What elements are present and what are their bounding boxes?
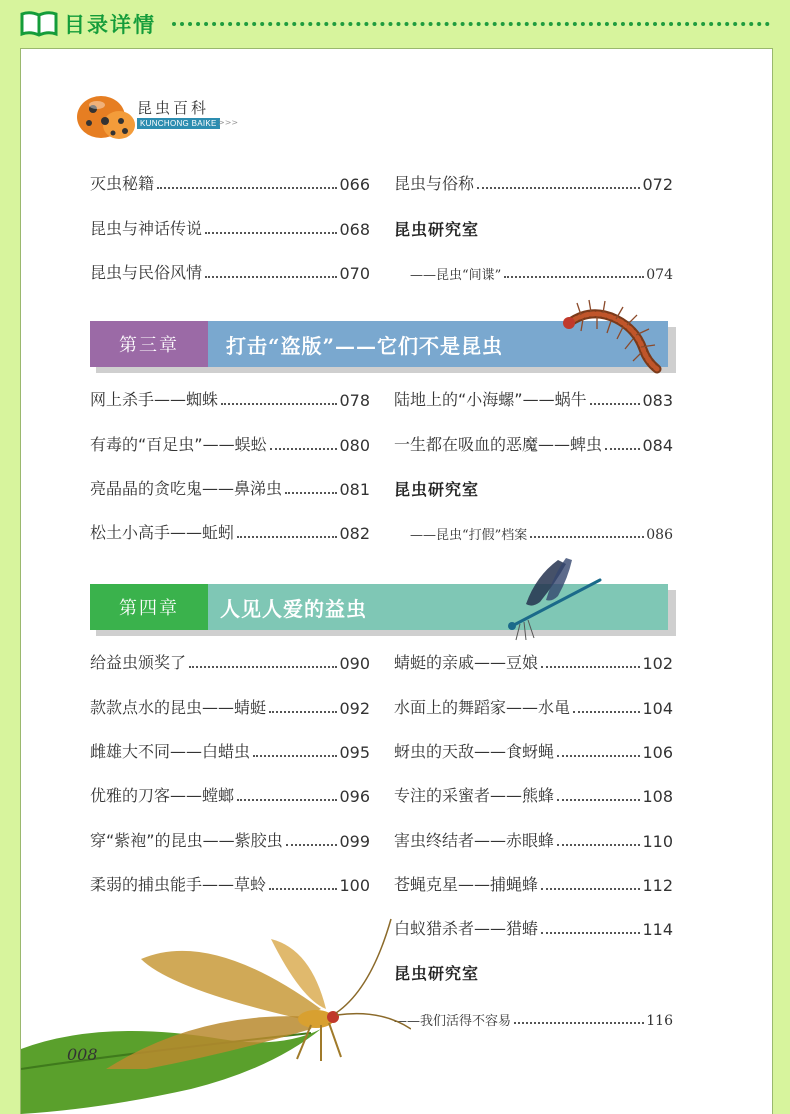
toc-entry[interactable] (394, 782, 673, 806)
toc-entry[interactable] (90, 649, 370, 673)
lab-title: 昆虫研究室 (394, 220, 480, 239)
toc-entry[interactable] (394, 170, 673, 194)
toc-entry[interactable] (394, 694, 673, 718)
toc-entry[interactable] (394, 431, 673, 455)
entry-page: 114 (642, 920, 673, 939)
dot-leader (221, 403, 337, 405)
dot-leader (504, 276, 644, 278)
entry-page: 083 (642, 391, 673, 410)
dot-leader (253, 755, 337, 757)
dot-leader (270, 448, 338, 450)
dot-leader (269, 711, 337, 713)
entry-title: 昆虫与民俗风情 (90, 263, 203, 282)
entry-title: 专注的采蜜者——熊蜂 (394, 786, 555, 805)
entry-page: 082 (339, 524, 370, 543)
toc-entry[interactable] (90, 871, 370, 895)
toc-entry[interactable] (394, 915, 673, 939)
dot-leader (514, 1022, 644, 1024)
toc-entry[interactable] (90, 386, 370, 410)
entry-page: 112 (642, 876, 673, 895)
brand-logo (75, 91, 245, 141)
entry-title: 网上杀手——蜘蛛 (90, 390, 219, 409)
entry-title: 陆地上的“小海螺”——蜗牛 (394, 390, 587, 409)
dot-leader (605, 448, 640, 450)
dot-leader (205, 276, 337, 278)
dot-leader (269, 888, 337, 890)
entry-title: 昆虫与俗称 (394, 174, 475, 193)
dot-leader (541, 666, 640, 668)
dot-leader (286, 844, 338, 846)
dot-leader (573, 711, 640, 713)
header-bar (0, 0, 790, 48)
entry-title: 苍蝇克星——捕蝇蜂 (394, 875, 539, 894)
entry-page: 108 (642, 787, 673, 806)
dot-leader (557, 844, 640, 846)
toc-entry[interactable] (394, 386, 673, 410)
entry-title: 蚜虫的天敌——食蚜蝇 (394, 742, 555, 761)
chapter3-tag: 第三章 (90, 321, 208, 367)
toc-entry[interactable] (410, 519, 673, 543)
dot-leader (541, 888, 640, 890)
toc-entry[interactable] (394, 871, 673, 895)
centipede-icon (561, 297, 671, 377)
entry-title: 蜻蜓的亲戚——豆娘 (394, 653, 539, 672)
entry-page: 080 (339, 436, 370, 455)
entry-page: 100 (339, 876, 370, 895)
chapter4-tag: 第四章 (90, 584, 208, 630)
chapter4-title: 人见人爱的益虫 (220, 596, 367, 621)
lab-title: 昆虫研究室 (394, 964, 480, 983)
entry-page: 070 (339, 264, 370, 283)
entry-title: 有毒的“百足虫”——蜈蚣 (90, 435, 267, 454)
book-icon (20, 10, 58, 38)
toc-entry[interactable] (90, 519, 370, 543)
entry-page: 074 (646, 267, 673, 283)
entry-title: 灭虫秘籍 (90, 174, 155, 193)
entry-title: 松土小高手——蚯蚓 (90, 523, 235, 542)
header-title: 目录详情 (64, 13, 156, 37)
entry-page: 078 (339, 391, 370, 410)
entry-page: 092 (339, 699, 370, 718)
entry-title: 昆虫与神话传说 (90, 219, 203, 238)
dot-leader (237, 799, 337, 801)
entry-title: 款款点水的昆虫——蜻蜓 (90, 698, 267, 717)
toc-entry[interactable] (90, 475, 370, 499)
entry-page: 072 (642, 175, 673, 194)
brand-subtitle: KUNCHONG BAIKE (137, 118, 220, 129)
entry-title: ——昆虫“间谍” (410, 268, 502, 283)
dot-leader (541, 932, 640, 934)
entry-page: 116 (646, 1013, 673, 1029)
entry-title: 给益虫颁奖了 (90, 653, 187, 672)
toc-entry[interactable] (410, 259, 673, 283)
dot-leader (557, 799, 640, 801)
entry-title: 优雅的刀客——螳螂 (90, 786, 235, 805)
entry-page: 110 (642, 832, 673, 851)
entry-page: 099 (339, 832, 370, 851)
toc-entry[interactable] (394, 1005, 673, 1029)
entry-page: 102 (642, 654, 673, 673)
brand-arrows: >>> (218, 118, 239, 127)
toc-page (20, 48, 773, 1114)
entry-page: 084 (642, 436, 673, 455)
entry-title: 害虫终结者——赤眼蜂 (394, 831, 555, 850)
dot-leader (189, 666, 337, 668)
entry-title: 白蚁猎杀者——猎蝽 (394, 919, 539, 938)
header-divider (172, 22, 770, 26)
dot-leader (557, 755, 640, 757)
entry-title: 一生都在吸血的恶魔——蜱虫 (394, 435, 603, 454)
entry-page: 104 (642, 699, 673, 718)
entry-page: 095 (339, 743, 370, 762)
damselfly-icon (496, 554, 606, 644)
dot-leader (477, 187, 640, 189)
toc-entry[interactable] (90, 782, 370, 806)
page-number: 008 (67, 1045, 98, 1064)
lab-title: 昆虫研究室 (394, 480, 480, 499)
entry-page: 068 (339, 220, 370, 239)
toc-entry[interactable] (90, 215, 370, 239)
dot-leader (237, 536, 337, 538)
toc-entry[interactable] (90, 259, 370, 283)
entry-title: 柔弱的捕虫能手——草蛉 (90, 875, 267, 894)
toc-entry[interactable] (90, 694, 370, 718)
entry-title: 穿“紫袍”的昆虫——紫胶虫 (90, 831, 283, 850)
entry-title: 亮晶晶的贪吃鬼——鼻涕虫 (90, 479, 283, 498)
ladybug-icon (75, 91, 135, 143)
dot-leader (590, 403, 641, 405)
lacewing-icon (71, 899, 411, 1069)
brand-name: 昆虫百科 (137, 99, 210, 117)
entry-page: 090 (339, 654, 370, 673)
toc-entry[interactable] (90, 738, 370, 762)
toc-entry[interactable] (90, 827, 370, 851)
toc-entry[interactable] (394, 827, 673, 851)
toc-entry[interactable] (90, 170, 370, 194)
toc-entry[interactable] (90, 431, 370, 455)
toc-entry[interactable] (394, 649, 673, 673)
toc-entry[interactable] (394, 738, 673, 762)
entry-title: ——我们活得不容易 (394, 1014, 512, 1029)
entry-page: 086 (646, 527, 673, 543)
entry-title: 水面上的舞蹈家——水黾 (394, 698, 571, 717)
entry-title: 雌雄大不同——白蜡虫 (90, 742, 251, 761)
entry-page: 096 (339, 787, 370, 806)
dot-leader (205, 232, 337, 234)
entry-title: ——昆虫“打假”档案 (410, 528, 528, 543)
chapter3-title: 打击“盗版”——它们不是昆虫 (226, 333, 504, 358)
dot-leader (285, 492, 337, 494)
entry-page: 106 (642, 743, 673, 762)
entry-page: 081 (339, 480, 370, 499)
dot-leader (530, 536, 644, 538)
entry-page: 066 (339, 175, 370, 194)
dot-leader (157, 187, 337, 189)
